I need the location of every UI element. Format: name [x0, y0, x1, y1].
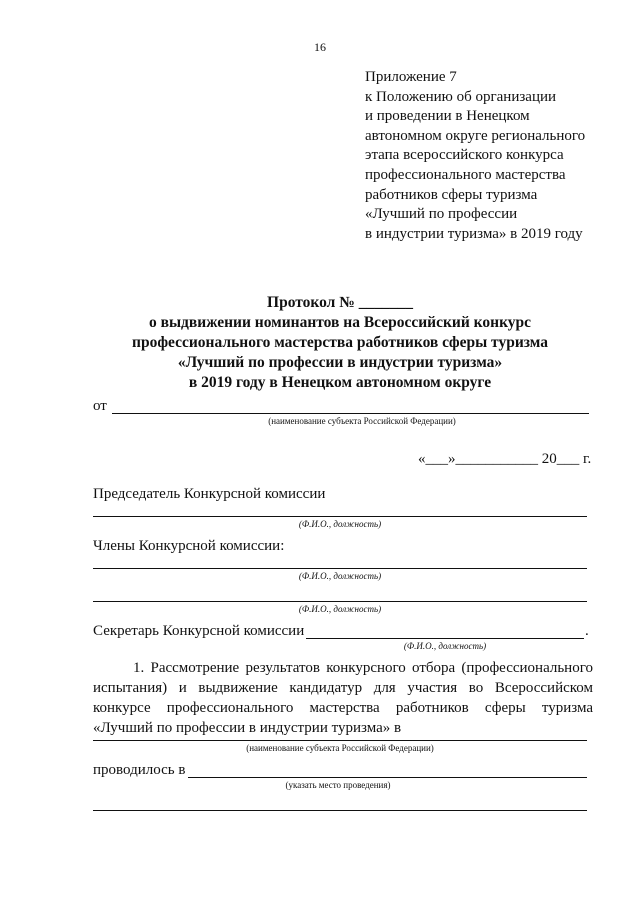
secretary-field-line[interactable] — [306, 638, 584, 639]
page-number: 16 — [314, 40, 326, 54]
secretary-end-dot: . — [585, 623, 589, 639]
venue-caption: (указать место проведения) — [285, 780, 391, 790]
member-field-line-2[interactable] — [93, 601, 587, 602]
from-field-line[interactable] — [112, 413, 589, 414]
paragraph-line: 1. Рассмотрение результатов конкурсного отбора (профессионального — [133, 660, 593, 676]
paragraph-1 — [93, 658, 593, 738]
appendix-line: «Лучший по профессии — [365, 206, 518, 223]
title-line: «Лучший по профессии в индустрии туризма» — [177, 354, 503, 371]
venue-field-line[interactable] — [188, 777, 587, 778]
title-line: профессионального мастерства работников сферы туризма — [132, 334, 548, 351]
appendix-line: в индустрии туризма» в 2019 году — [365, 225, 583, 242]
appendix-block — [365, 68, 585, 244]
chairman-label: Председатель Конкурсной комиссии — [93, 486, 326, 502]
chairman-caption: (Ф.И.О., должность) — [298, 519, 382, 529]
paragraph-line: конкурсе профессионального мастерства работников сферы туризма — [93, 700, 593, 716]
appendix-line: работников сферы туризма — [365, 186, 538, 203]
date-field[interactable]: «___»___________ 20___ г. — [418, 451, 592, 467]
venue-label: проводилось в — [93, 762, 186, 778]
from-label: от — [93, 398, 107, 414]
title-line: в 2019 году в Ненецком автономном округе — [188, 374, 492, 391]
appendix-line: автономном округе регионального — [365, 127, 586, 144]
secretary-caption: (Ф.И.О., должность) — [403, 641, 487, 651]
members-label: Члены Конкурсной комиссии: — [93, 538, 285, 554]
appendix-line: Приложение 7 — [365, 69, 457, 85]
member-caption-2: (Ф.И.О., должность) — [298, 604, 382, 614]
title-line: Протокол № _______ — [267, 294, 413, 311]
document-title — [40, 293, 640, 393]
appendix-line: этапа всероссийского конкурса — [365, 147, 564, 164]
appendix-line: профессионального мастерства — [365, 166, 566, 183]
appendix-line: к Положению об организации — [365, 88, 557, 105]
venue-field-line-2[interactable] — [93, 810, 587, 811]
paragraph-line: «Лучший по профессии в индустрии туризма» в — [93, 720, 402, 736]
member-caption-1: (Ф.И.О., должность) — [298, 571, 382, 581]
member-field-line-1[interactable] — [93, 568, 587, 569]
title-line: о выдвижении номинантов на Всероссийский конкурс — [148, 314, 532, 331]
secretary-label: Секретарь Конкурсной комиссии — [93, 623, 305, 639]
region-field-line[interactable] — [93, 740, 587, 741]
chairman-field-line[interactable] — [93, 516, 587, 517]
from-caption: (наименование субъекта Российской Федерации) — [268, 416, 456, 426]
appendix-line: и проведении в Ненецком — [365, 108, 530, 125]
paragraph-line: испытания) и выдвижение кандидатур для участия во Всероссийском — [93, 680, 593, 696]
region-caption: (наименование субъекта Российской Федерации) — [246, 743, 434, 753]
